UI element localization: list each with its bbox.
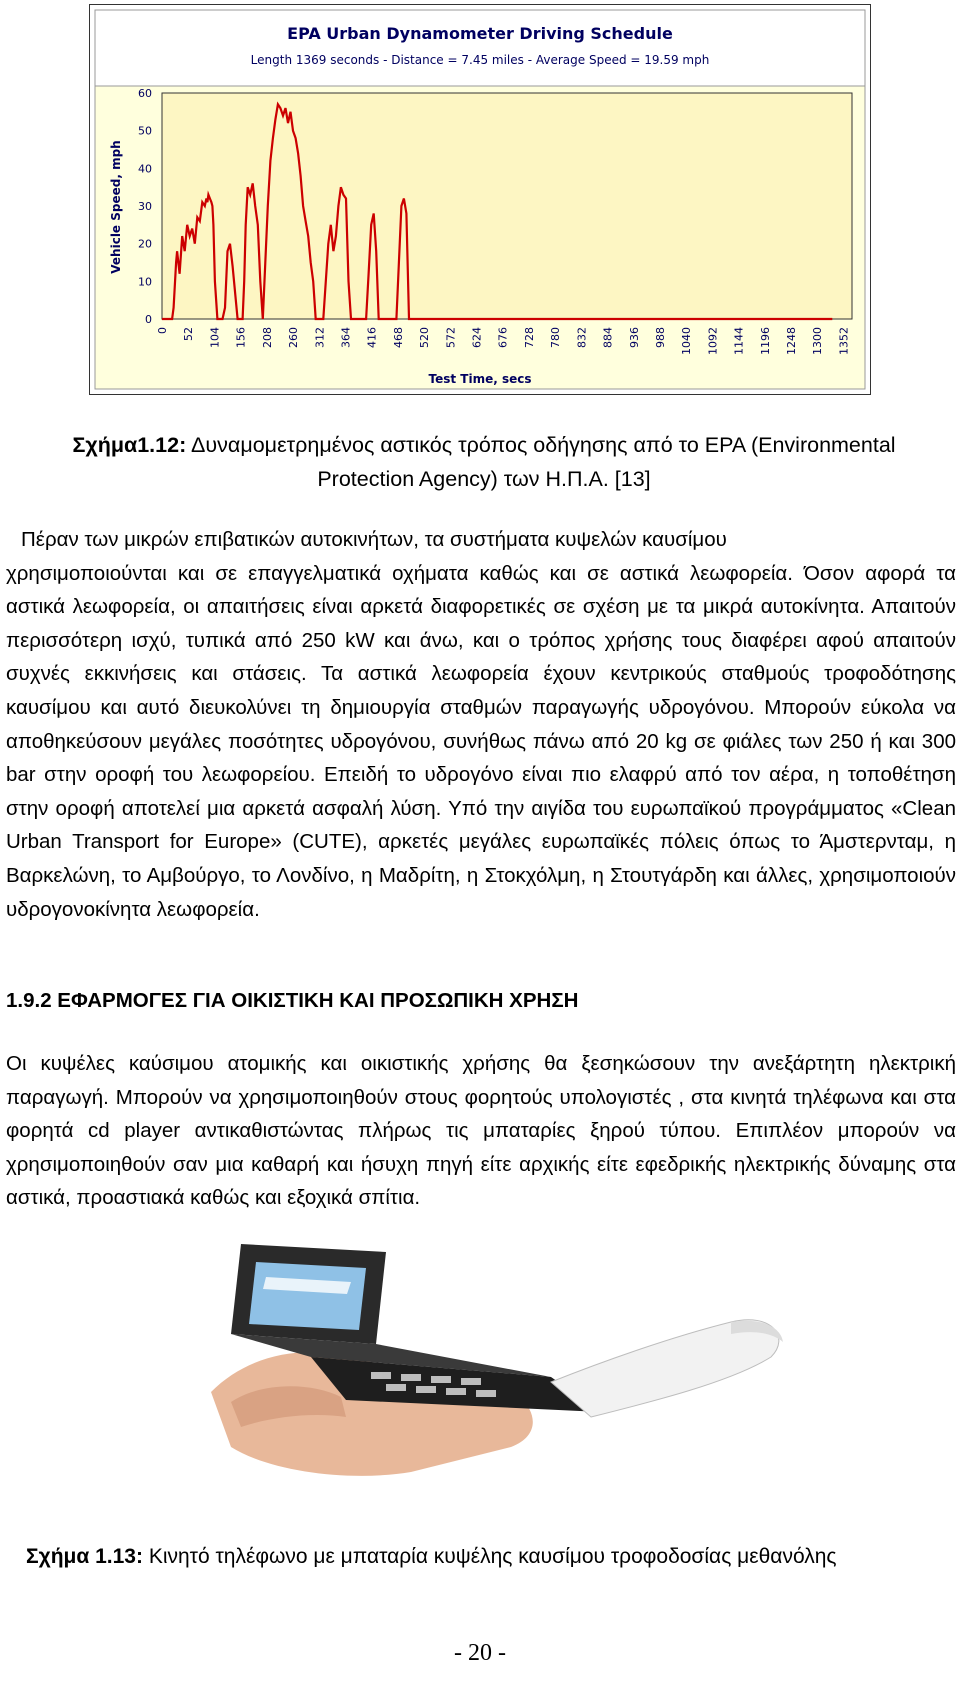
plot-area [162, 93, 852, 319]
section-heading: 1.9.2 ΕΦΑΡΜΟΓΕΣ ΓΙΑ ΟΙΚΙΣΤΙΚΗ ΚΑΙ ΠΡΟΣΩΠΙΚΗ ΧΡΗΣΗ [6, 989, 579, 1012]
x-tick-label: 1300 [811, 327, 825, 355]
x-tick-label: 780 [549, 327, 563, 348]
paragraph-buses [6, 523, 956, 926]
x-tick-label: 104 [208, 327, 222, 348]
y-tick-label: 10 [138, 275, 152, 289]
x-tick-label: 208 [260, 327, 274, 348]
x-tick-label: 1040 [680, 327, 694, 355]
figure-1-caption [34, 428, 934, 496]
x-tick-label: 1092 [706, 327, 720, 355]
x-tick-label: 1144 [732, 327, 746, 355]
speed-chart [89, 4, 871, 395]
x-tick-label: 520 [418, 327, 432, 348]
y-axis-label: Vehicle Speed, mph [109, 140, 123, 274]
y-tick-label: 20 [138, 237, 152, 251]
chart-subtitle: Length 1369 seconds - Distance = 7.45 miles - Average Speed = 19.59 mph [250, 53, 710, 67]
x-tick-label: 364 [339, 327, 353, 348]
chart-title: EPA Urban Dynamometer Driving Schedule [287, 24, 673, 43]
x-tick-label: 0 [156, 327, 169, 334]
paragraph-personal-use: Οι κυψέλες καύσιμου ατομικής και οικιστικής χρήσης θα ξεσηκώσουν την ανεξάρτητη ηλεκτρική παραγωγή. Μπορούν να χρησιμοποιηθούν στους φορητούς υπολογιστές , στα κινητά τηλέφωνα και στα φορητά cd player αντικαθιστώντας πλήρως τις μπαταρίες ξηρού τύπου. Επιπλέον μπορούν να χρησιμοποιηθούν σαν μια καθαρή και ήσυχη πηγή είτε αρχικής είτε εφεδρικής ηλεκτρικής δύναμης στα αστικά, προαστιακά καθώς και εξοχικά σπίτια. [6, 1052, 956, 1210]
figure-1-caption-text-1: Δυναμομετρημένος αστικός τρόπος οδήγησης από το EPA (Environmental [191, 433, 896, 457]
x-tick-label: 1248 [785, 327, 799, 355]
x-tick-label: 468 [391, 327, 405, 348]
x-tick-label: 52 [182, 327, 196, 341]
y-tick-label: 60 [138, 87, 152, 100]
y-tick-label: 40 [138, 162, 152, 176]
x-tick-label: 832 [575, 327, 589, 348]
x-tick-label: 936 [627, 327, 641, 348]
y-tick-label: 50 [138, 124, 152, 138]
x-tick-label: 156 [234, 327, 248, 348]
y-tick-label: 30 [138, 200, 152, 213]
x-tick-label: 1352 [837, 327, 851, 355]
figure-2-caption-label: Σχήμα 1.13: [26, 1545, 143, 1568]
x-axis-label: Test Time, secs [428, 372, 532, 386]
x-tick-label: 988 [653, 327, 667, 348]
figure-1-caption-text-2: Protection Agency) των Η.Π.Α. [13] [317, 467, 651, 491]
figure-2-caption [26, 1545, 837, 1569]
y-tick-label: 0 [145, 313, 152, 326]
x-tick-label: 1196 [758, 327, 772, 355]
x-tick-label: 728 [522, 327, 536, 348]
figure-1-caption-label: Σχήμα1.12: [72, 433, 187, 457]
title-box [95, 10, 865, 86]
x-tick-label: 884 [601, 327, 615, 348]
page-number: - 20 - [454, 1640, 506, 1666]
x-tick-label: 572 [444, 327, 458, 348]
x-tick-label: 416 [365, 327, 379, 348]
x-tick-label: 624 [470, 327, 484, 348]
x-tick-label: 312 [313, 327, 327, 348]
x-tick-label: 260 [287, 327, 301, 348]
paragraph-buses-first-line: Πέραν των μικρών επιβατικών αυτοκινήτων, τα συστήματα κυψελών καυσίμου [21, 528, 727, 551]
speed-chart-svg [90, 5, 870, 394]
fuel-cell-phone-photo [171, 1232, 792, 1484]
paragraph-buses-body: χρησιμοποιούνται και σε επαγγελματικά οχήματα καθώς και σε αστικά λεωφορεία. Όσον αφορά τα αστικά λεωφορεία, οι απαιτήσεις είναι αρκετά διαφορετικές σε σχέση με τα μικρά αυτοκίνητα. Απαιτούν περισσότερη ισχύ, τυπικά από 250 kW και άνω, και ο τρόπος χρήσης τους διαφέρει αφού απαιτούν συχνές εκκινήσεις και στάσεις. Τα αστικά λεωφορεία έχουν κεντρικούς σταθμούς τροφοδότησης καυσίμου και αυτό διευκολύνει τη δημιουργία σταθμών παραγωγής υδρογόνου. Μπορούν εύκολα να αποθηκεύσουν μεγάλες ποσότητες υδρογόνου, συνήθως πάνω από 20 kg σε φιάλες των 250 ή και 300 bar στην οροφή του λεωφορείου. Επειδή το υδρογόνο είναι πιο ελαφρύ από τον αέρα, η τοποθέτηση στην οροφή αποτελεί μια αρκετά ασφαλή λύση. Υπό την αιγίδα του ευρωπαϊκού προγράμματος «Clean Urban Transport for Europe» (CUTE), αρκετές μεγάλες ευρωπαϊκές πόλεις όπως το Άμστερνταμ, η Βαρκελώνη, το Αμβούργο, το Λονδίνο, η Μαδρίτη, η Στοκχόλμη, η Στουτγάρδη και άλλες, χρησιμοποιούν υδρογονοκίνητα λεωφορεία. [6, 561, 956, 921]
figure-2-caption-text: Κινητό τηλέφωνο με μπαταρία κυψέλης καυσίμου τροφοδοσίας μεθανόλης [148, 1545, 837, 1568]
x-tick-label: 676 [496, 327, 510, 348]
